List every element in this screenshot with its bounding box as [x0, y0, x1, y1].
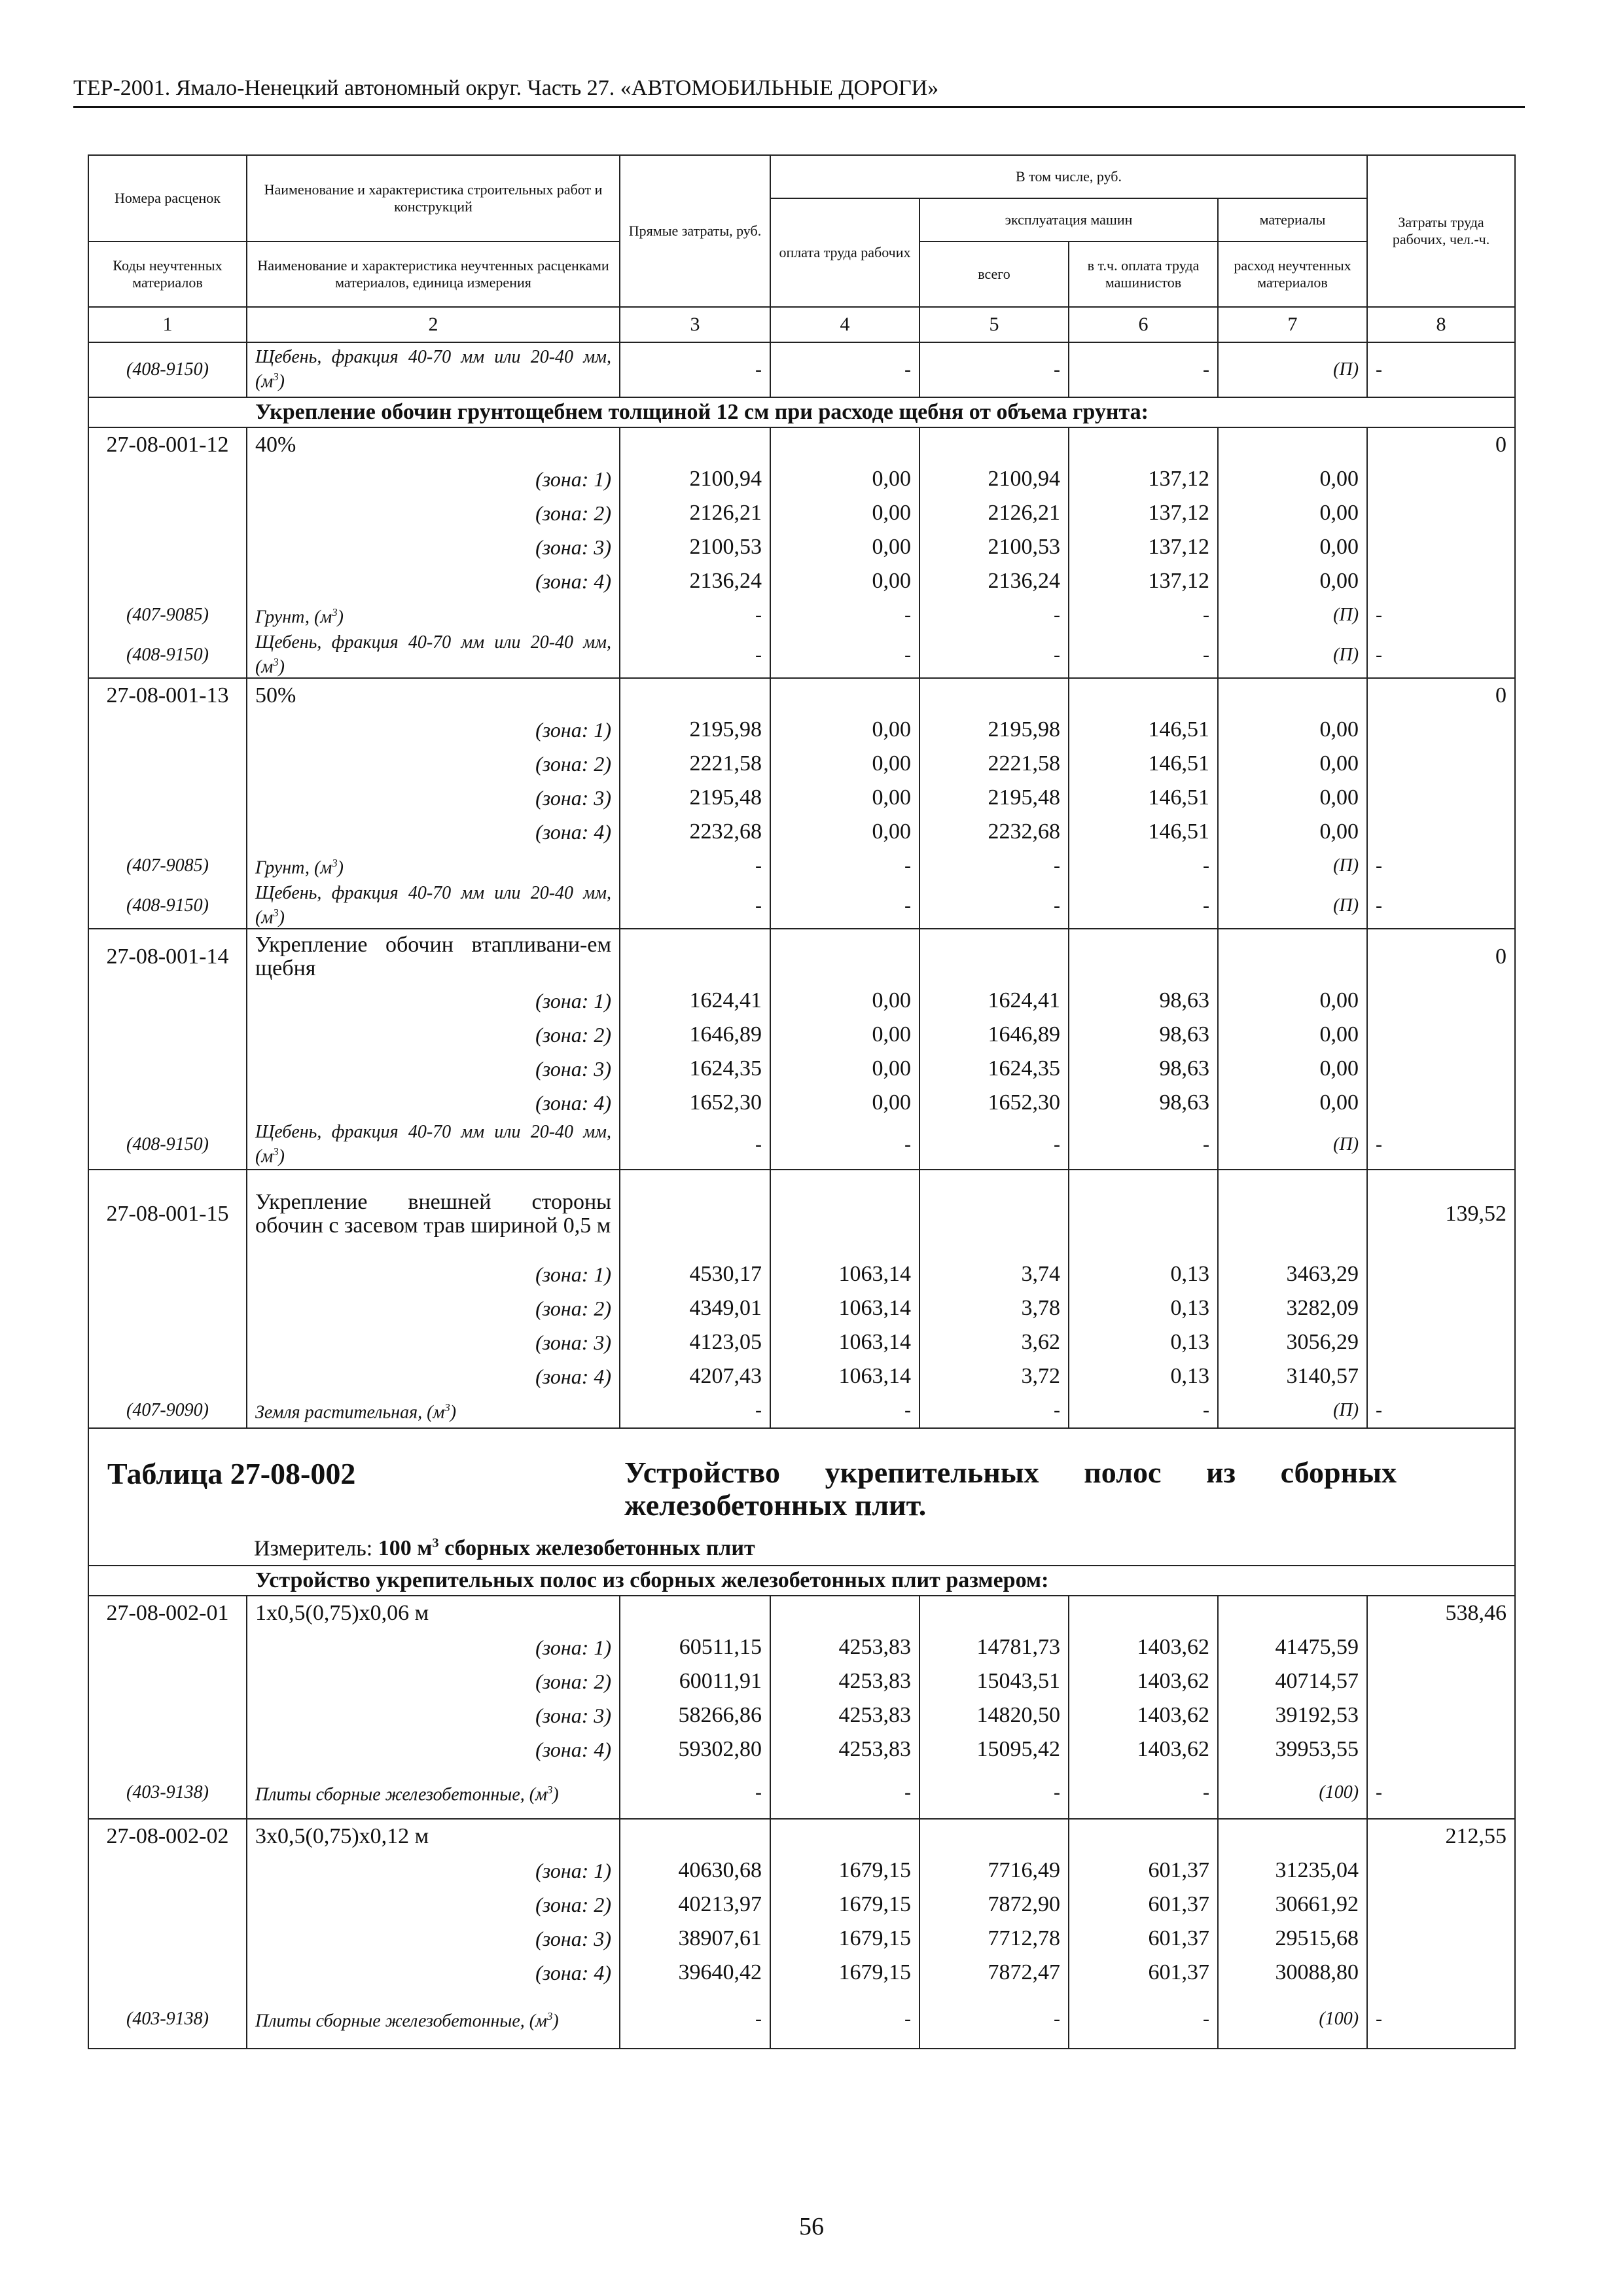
dash: - — [620, 342, 770, 397]
material-row — [88, 1393, 1515, 1428]
dash: - — [1367, 1990, 1515, 2049]
labor-pay: 0,00 — [770, 1052, 919, 1086]
labor-hours: 0 — [1367, 427, 1515, 462]
rate-row — [88, 678, 1515, 713]
col-number: 2 — [247, 307, 620, 342]
dash: - — [1367, 1767, 1515, 1819]
operators-pay: 146,51 — [1069, 781, 1218, 815]
dash: - — [919, 849, 1069, 883]
zone-label: (зона: 1) — [247, 713, 620, 747]
material-code: (407-9090) — [88, 1393, 247, 1428]
labor-pay: 4253,83 — [770, 1732, 919, 1767]
direct-cost: 59302,80 — [620, 1732, 770, 1767]
zone-label: (зона: 4) — [247, 815, 620, 849]
materials-cost: 3056,29 — [1218, 1325, 1367, 1359]
dash: - — [620, 1393, 770, 1428]
zone-label: (зона: 3) — [247, 1922, 620, 1956]
page-number: 56 — [799, 2213, 824, 2240]
operators-pay: 1403,62 — [1069, 1698, 1218, 1732]
dash: - — [620, 1990, 770, 2049]
machines-total: 2100,94 — [919, 462, 1069, 496]
rate-row — [88, 929, 1515, 984]
machines-total: 1646,89 — [919, 1018, 1069, 1052]
operators-pay: 0,13 — [1069, 1325, 1218, 1359]
col-number: 6 — [1069, 307, 1218, 342]
operators-pay: 137,12 — [1069, 564, 1218, 598]
direct-cost: 1652,30 — [620, 1086, 770, 1120]
dash: - — [620, 1767, 770, 1819]
materials-cost: 0,00 — [1218, 1086, 1367, 1120]
rate-code: 27-08-001-15 — [88, 1170, 247, 1257]
materials-cost: 3282,09 — [1218, 1291, 1367, 1325]
labor-pay: 4253,83 — [770, 1698, 919, 1732]
direct-cost: 4530,17 — [620, 1257, 770, 1291]
material-row — [88, 883, 1515, 929]
col-labor-pay: оплата труда рабочих — [770, 198, 919, 307]
dash: - — [620, 883, 770, 929]
material-qty: (П) — [1218, 1120, 1367, 1170]
rate-row — [88, 1819, 1515, 1854]
dash: - — [1367, 1393, 1515, 1428]
labor-hours: 538,46 — [1367, 1596, 1515, 1630]
labor-pay: 0,00 — [770, 815, 919, 849]
direct-cost: 4207,43 — [620, 1359, 770, 1393]
zone-label: (зона: 1) — [247, 1257, 620, 1291]
materials-cost: 39953,55 — [1218, 1732, 1367, 1767]
material-code: (403-9138) — [88, 1767, 247, 1819]
col-machines-total: всего — [919, 242, 1069, 307]
operators-pay: 146,51 — [1069, 815, 1218, 849]
dash: - — [1367, 883, 1515, 929]
dash: - — [1367, 1120, 1515, 1170]
direct-cost: 1646,89 — [620, 1018, 770, 1052]
labor-pay: 4253,83 — [770, 1664, 919, 1698]
operators-pay: 601,37 — [1069, 1888, 1218, 1922]
labor-pay: 1063,14 — [770, 1359, 919, 1393]
materials-cost: 0,00 — [1218, 496, 1367, 530]
operators-pay: 601,37 — [1069, 1854, 1218, 1888]
dash: - — [1069, 1767, 1218, 1819]
materials-cost: 30661,92 — [1218, 1888, 1367, 1922]
labor-hours: 212,55 — [1367, 1819, 1515, 1854]
machines-total: 7716,49 — [919, 1854, 1069, 1888]
material-row — [88, 598, 1515, 632]
direct-cost: 2100,53 — [620, 530, 770, 564]
dash: - — [1367, 342, 1515, 397]
dash: - — [919, 1393, 1069, 1428]
material-name: Грунт, $(м^3)$ — [247, 849, 620, 883]
direct-cost: 60011,91 — [620, 1664, 770, 1698]
operators-pay: 0,13 — [1069, 1291, 1218, 1325]
dash: - — [919, 632, 1069, 678]
operators-pay: 0,13 — [1069, 1257, 1218, 1291]
material-qty: (П) — [1218, 598, 1367, 632]
zone-label: (зона: 4) — [247, 1359, 620, 1393]
zone-label: (зона: 4) — [247, 564, 620, 598]
machines-total: 7712,78 — [919, 1922, 1069, 1956]
zone-label: (зона: 2) — [247, 747, 620, 781]
rate-name: 50% — [247, 678, 620, 713]
labor-hours: 139,52 — [1367, 1170, 1515, 1257]
material-row — [88, 342, 1515, 397]
labor-pay: 1679,15 — [770, 1854, 919, 1888]
zone-label: (зона: 2) — [247, 1664, 620, 1698]
operators-pay: 137,12 — [1069, 530, 1218, 564]
operators-pay: 0,13 — [1069, 1359, 1218, 1393]
material-row — [88, 849, 1515, 883]
dash: - — [919, 1767, 1069, 1819]
zone-label: (зона: 2) — [247, 496, 620, 530]
material-name: Щебень, фракция 40-70 мм или 20-40 мм, $(м^3)$ — [247, 342, 620, 397]
labor-hours: 0 — [1367, 929, 1515, 984]
materials-cost: 29515,68 — [1218, 1922, 1367, 1956]
materials-cost: 0,00 — [1218, 564, 1367, 598]
rate-row — [88, 1170, 1515, 1257]
direct-cost: 2136,24 — [620, 564, 770, 598]
labor-pay: 1063,14 — [770, 1325, 919, 1359]
machines-total: 3,72 — [919, 1359, 1069, 1393]
labor-pay: 0,00 — [770, 1018, 919, 1052]
machines-total: 1652,30 — [919, 1086, 1069, 1120]
materials-cost: 40714,57 — [1218, 1664, 1367, 1698]
materials-cost: 0,00 — [1218, 781, 1367, 815]
labor-pay: 1679,15 — [770, 1922, 919, 1956]
machines-total: 2195,98 — [919, 713, 1069, 747]
zone-label: (зона: 4) — [247, 1732, 620, 1767]
dash: - — [1069, 342, 1218, 397]
direct-cost: 2221,58 — [620, 747, 770, 781]
materials-cost: 0,00 — [1218, 815, 1367, 849]
material-row — [88, 632, 1515, 678]
materials-cost: 3463,29 — [1218, 1257, 1367, 1291]
section-heading: Устройство укрепительных полос из сборных железобетонных плит размером: — [88, 1566, 1515, 1596]
dash: - — [1069, 632, 1218, 678]
material-qty: (П) — [1218, 883, 1367, 929]
direct-cost: 2100,94 — [620, 462, 770, 496]
col-direct-costs: Прямые затраты, руб. — [620, 155, 770, 307]
material-qty: (П) — [1218, 342, 1367, 397]
labor-pay: 4253,83 — [770, 1630, 919, 1664]
material-code: (408-9150) — [88, 1120, 247, 1170]
material-name: Щебень, фракция 40-70 мм или 20-40 мм, $(м^3)$ — [247, 883, 620, 929]
materials-cost: 31235,04 — [1218, 1854, 1367, 1888]
dash: - — [1069, 598, 1218, 632]
dash: - — [919, 883, 1069, 929]
rate-code: 27-08-002-01 — [88, 1596, 247, 1630]
dash: - — [770, 1393, 919, 1428]
material-code: (408-9150) — [88, 632, 247, 678]
dash: - — [1367, 849, 1515, 883]
material-qty: (П) — [1218, 632, 1367, 678]
dash: - — [1069, 849, 1218, 883]
materials-cost: 0,00 — [1218, 1052, 1367, 1086]
machines-total: 2195,48 — [919, 781, 1069, 815]
zone-label: (зона: 2) — [247, 1291, 620, 1325]
materials-cost: 3140,57 — [1218, 1359, 1367, 1393]
rates-table — [88, 154, 1516, 2049]
material-code: (403-9138) — [88, 1990, 247, 2049]
col-work-name: Наименование и характеристика строительных работ и конструкций — [247, 155, 620, 242]
material-code: (408-9150) — [88, 883, 247, 929]
direct-cost: 4349,01 — [620, 1291, 770, 1325]
zone-label: (зона: 2) — [247, 1888, 620, 1922]
operators-pay: 98,63 — [1069, 1052, 1218, 1086]
material-name: Земля растительная, $(м^3)$ — [247, 1393, 620, 1428]
direct-cost: 1624,41 — [620, 984, 770, 1018]
machines-total: 1624,35 — [919, 1052, 1069, 1086]
machines-total: 2221,58 — [919, 747, 1069, 781]
material-qty: (П) — [1218, 849, 1367, 883]
col-materials-uncounted: расход неучтенных материалов — [1218, 242, 1367, 307]
operators-pay: 146,51 — [1069, 747, 1218, 781]
operators-pay: 137,12 — [1069, 462, 1218, 496]
dash: - — [770, 1990, 919, 2049]
col-number: 8 — [1367, 307, 1515, 342]
labor-hours: 0 — [1367, 678, 1515, 713]
material-row — [88, 1767, 1515, 1819]
rate-name: Укрепление обочин втапливани-ем щебня — [247, 929, 620, 984]
rate-code: 27-08-002-02 — [88, 1819, 247, 1854]
rate-row — [88, 1596, 1515, 1630]
dash: - — [1367, 598, 1515, 632]
col-rate-number: Номера расценок — [88, 155, 247, 242]
material-row — [88, 1120, 1515, 1170]
labor-pay: 1063,14 — [770, 1291, 919, 1325]
materials-cost: 0,00 — [1218, 1018, 1367, 1052]
rate-name: 1х0,5(0,75)х0,06 м — [247, 1596, 620, 1630]
rate-name: 3х0,5(0,75)х0,12 м — [247, 1819, 620, 1854]
operators-pay: 1403,62 — [1069, 1664, 1218, 1698]
running-header: ТЕР-2001. Ямало-Ненецкий автономный округ. Часть 27. «АВТОМОБИЛЬНЫЕ ДОРОГИ» — [73, 73, 1525, 108]
machines-total: 3,78 — [919, 1291, 1069, 1325]
col-number: 7 — [1218, 307, 1367, 342]
machines-total: 2100,53 — [919, 530, 1069, 564]
labor-pay: 1063,14 — [770, 1257, 919, 1291]
zone-label: (зона: 3) — [247, 1698, 620, 1732]
col-material-names: Наименование и характеристика неучтенных расценками материалов, единица измерения — [247, 242, 620, 307]
col-machines-operators: в т.ч. оплата труда машинистов — [1069, 242, 1218, 307]
materials-cost: 0,00 — [1218, 530, 1367, 564]
material-qty: (100) — [1218, 1990, 1367, 2049]
operators-pay: 1403,62 — [1069, 1630, 1218, 1664]
operators-pay: 601,37 — [1069, 1956, 1218, 1990]
dash: - — [1367, 632, 1515, 678]
rate-row — [88, 427, 1515, 462]
machines-total: 2136,24 — [919, 564, 1069, 598]
direct-cost: 58266,86 — [620, 1698, 770, 1732]
dash: - — [620, 632, 770, 678]
labor-pay: 0,00 — [770, 496, 919, 530]
dash: - — [770, 1767, 919, 1819]
labor-pay: 0,00 — [770, 1086, 919, 1120]
rate-code: 27-08-001-13 — [88, 678, 247, 713]
material-code: (407-9085) — [88, 598, 247, 632]
col-number: 1 — [88, 307, 247, 342]
operators-pay: 98,63 — [1069, 984, 1218, 1018]
zone-label: (зона: 3) — [247, 1052, 620, 1086]
materials-cost: 0,00 — [1218, 713, 1367, 747]
dash: - — [919, 342, 1069, 397]
direct-cost: 2195,98 — [620, 713, 770, 747]
machines-total: 7872,90 — [919, 1888, 1069, 1922]
labor-pay: 0,00 — [770, 984, 919, 1018]
machines-total: 2126,21 — [919, 496, 1069, 530]
rate-code: 27-08-001-12 — [88, 427, 247, 462]
direct-cost: 2126,21 — [620, 496, 770, 530]
material-qty: (100) — [1218, 1767, 1367, 1819]
dash: - — [770, 598, 919, 632]
labor-pay: 1679,15 — [770, 1956, 919, 1990]
materials-cost: 39192,53 — [1218, 1698, 1367, 1732]
direct-cost: 2195,48 — [620, 781, 770, 815]
table-caption: Таблица 27-08-002 — [107, 1457, 356, 1490]
operators-pay: 1403,62 — [1069, 1732, 1218, 1767]
labor-pay: 0,00 — [770, 713, 919, 747]
col-labor-hours: Затраты труда рабочих, чел.-ч. — [1367, 155, 1515, 307]
direct-cost: 2232,68 — [620, 815, 770, 849]
rate-name: Укрепление внешней стороны обочин с засевом трав шириной 0,5 м — [247, 1170, 620, 1257]
zone-label: (зона: 1) — [247, 462, 620, 496]
direct-cost: 1624,35 — [620, 1052, 770, 1086]
material-code: (408-9150) — [88, 342, 247, 397]
machines-total: 7872,47 — [919, 1956, 1069, 1990]
labor-pay: 1679,15 — [770, 1888, 919, 1922]
col-including: В том числе, руб. — [770, 155, 1367, 198]
dash: - — [770, 883, 919, 929]
direct-cost: 39640,42 — [620, 1956, 770, 1990]
zone-label: (зона: 3) — [247, 781, 620, 815]
machines-total: 14820,50 — [919, 1698, 1069, 1732]
col-materials: материалы — [1218, 198, 1367, 242]
operators-pay: 146,51 — [1069, 713, 1218, 747]
operators-pay: 98,63 — [1069, 1086, 1218, 1120]
col-number: 5 — [919, 307, 1069, 342]
zone-label: (зона: 3) — [247, 1325, 620, 1359]
col-number: 3 — [620, 307, 770, 342]
operators-pay: 137,12 — [1069, 496, 1218, 530]
dash: - — [1069, 1120, 1218, 1170]
material-row — [88, 1990, 1515, 2049]
material-name: Плиты сборные железобетонные, $(м^3)$ — [247, 1990, 620, 2049]
materials-cost: 30088,80 — [1218, 1956, 1367, 1990]
material-name: Щебень, фракция 40-70 мм или 20-40 мм, $(м^3)$ — [247, 1120, 620, 1170]
dash: - — [770, 849, 919, 883]
operators-pay: 601,37 — [1069, 1922, 1218, 1956]
col-machines: эксплуатация машин — [919, 198, 1218, 242]
material-code: (407-9085) — [88, 849, 247, 883]
machines-total: 3,62 — [919, 1325, 1069, 1359]
materials-cost: 0,00 — [1218, 984, 1367, 1018]
direct-cost: 40213,97 — [620, 1888, 770, 1922]
materials-cost: 41475,59 — [1218, 1630, 1367, 1664]
zone-label: (зона: 2) — [247, 1018, 620, 1052]
zone-label: (зона: 4) — [247, 1956, 620, 1990]
zone-label: (зона: 1) — [247, 1854, 620, 1888]
zone-label: (зона: 4) — [247, 1086, 620, 1120]
machines-total: 3,74 — [919, 1257, 1069, 1291]
dash: - — [770, 1120, 919, 1170]
zone-label: (зона: 1) — [247, 1630, 620, 1664]
rate-name: 40% — [247, 427, 620, 462]
dash: - — [919, 1120, 1069, 1170]
materials-cost: 0,00 — [1218, 747, 1367, 781]
direct-cost: 38907,61 — [620, 1922, 770, 1956]
zone-label: (зона: 1) — [247, 984, 620, 1018]
col-material-codes: Коды неучтенных материалов — [88, 242, 247, 307]
machines-total: 15095,42 — [919, 1732, 1069, 1767]
dash: - — [620, 598, 770, 632]
labor-pay: 0,00 — [770, 462, 919, 496]
material-name: Грунт, $(м^3)$ — [247, 598, 620, 632]
labor-pay: 0,00 — [770, 747, 919, 781]
materials-cost: 0,00 — [1218, 462, 1367, 496]
zone-label: (зона: 3) — [247, 530, 620, 564]
machines-total: 1624,41 — [919, 984, 1069, 1018]
labor-pay: 0,00 — [770, 781, 919, 815]
direct-cost: 40630,68 — [620, 1854, 770, 1888]
dash: - — [919, 598, 1069, 632]
direct-cost: 4123,05 — [620, 1325, 770, 1359]
dash: - — [1069, 1990, 1218, 2049]
machines-total: 15043,51 — [919, 1664, 1069, 1698]
dash: - — [919, 1990, 1069, 2049]
dash: - — [770, 632, 919, 678]
machines-total: 14781,73 — [919, 1630, 1069, 1664]
labor-pay: 0,00 — [770, 564, 919, 598]
dash: - — [770, 342, 919, 397]
material-name: Щебень, фракция 40-70 мм или 20-40 мм, $(м^3)$ — [247, 632, 620, 678]
unit-line: Измеритель: 100 $м^3$ сборных железобетонных плит — [254, 1536, 755, 1561]
col-number: 4 — [770, 307, 919, 342]
dash: - — [1069, 1393, 1218, 1428]
direct-cost: 60511,15 — [620, 1630, 770, 1664]
labor-pay: 0,00 — [770, 530, 919, 564]
dash: - — [620, 1120, 770, 1170]
table-caption-block — [88, 1428, 1515, 1566]
rate-code: 27-08-001-14 — [88, 929, 247, 984]
table-title: Устройство укрепительных полос из сборных железобетонных плит. — [624, 1456, 1397, 1522]
section-heading: Укрепление обочин грунтощебнем толщиной 12 см при расходе щебня от объема грунта: — [88, 397, 1515, 427]
rates-table-wrapper — [88, 154, 1514, 2049]
dash: - — [620, 849, 770, 883]
material-qty: (П) — [1218, 1393, 1367, 1428]
operators-pay: 98,63 — [1069, 1018, 1218, 1052]
machines-total: 2232,68 — [919, 815, 1069, 849]
material-name: Плиты сборные железобетонные, $(м^3)$ — [247, 1767, 620, 1819]
dash: - — [1069, 883, 1218, 929]
